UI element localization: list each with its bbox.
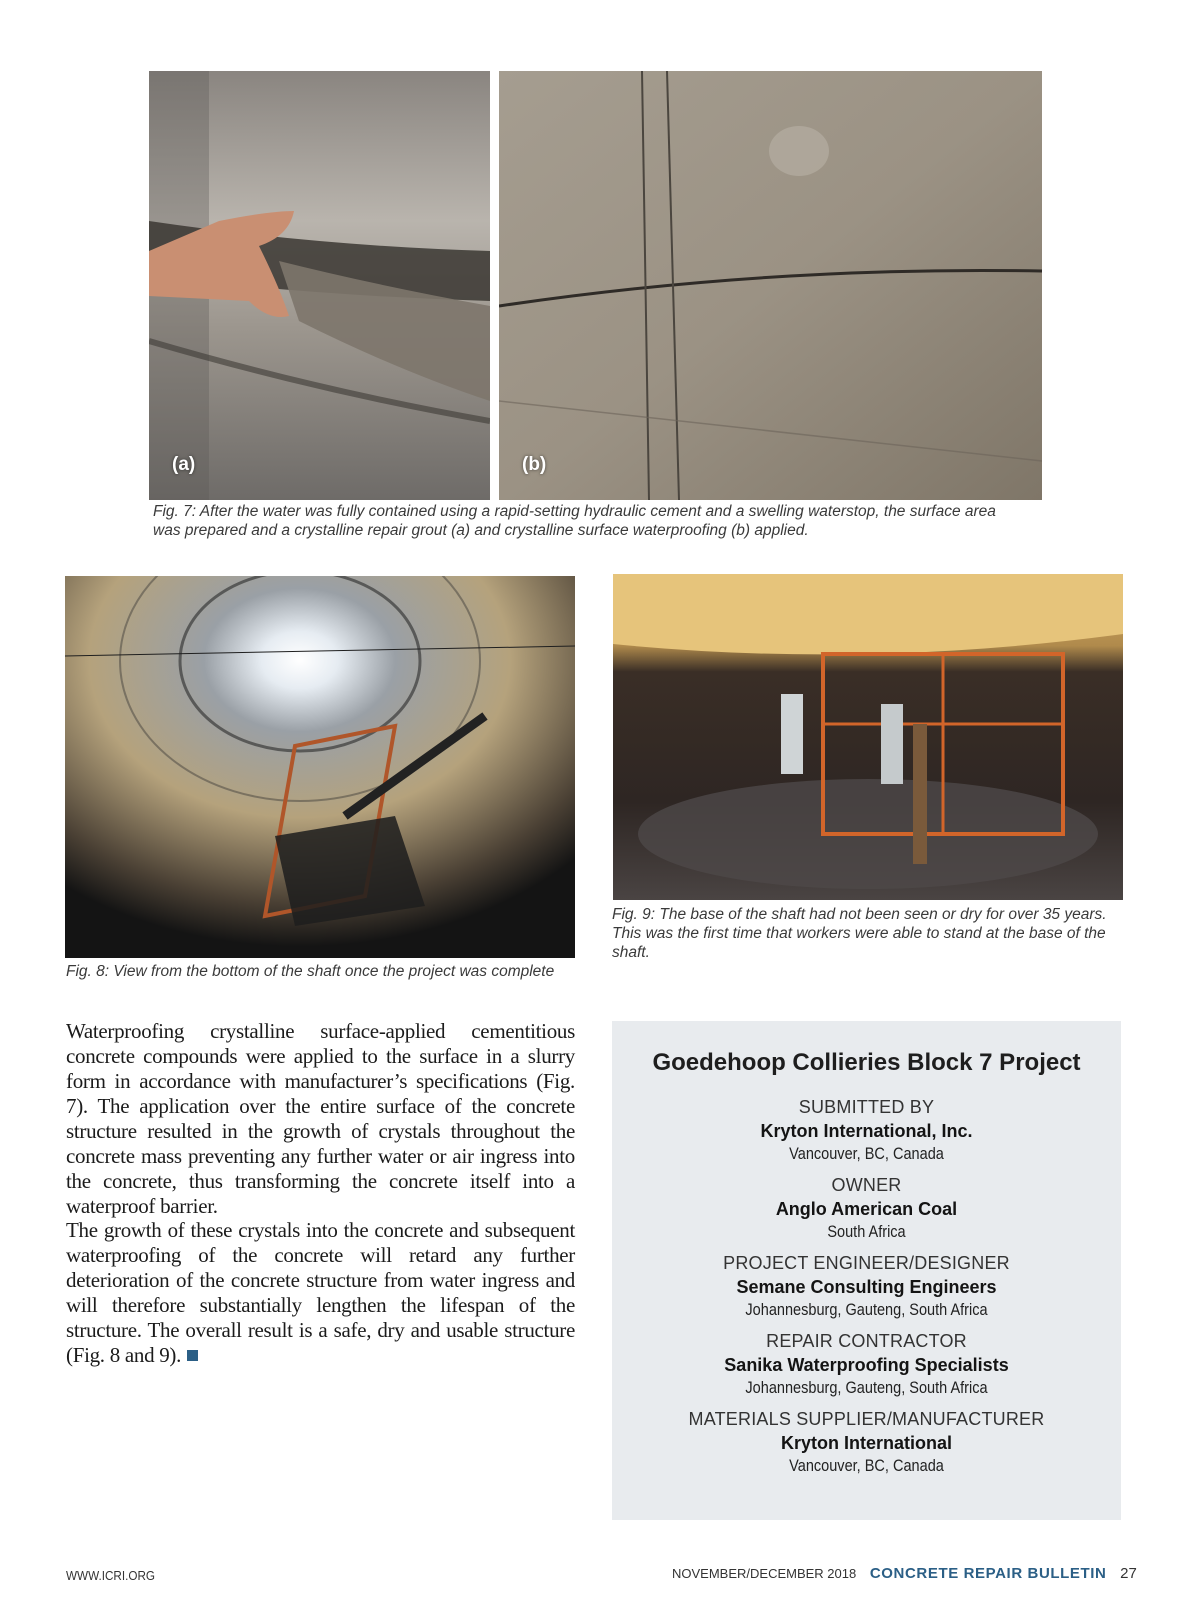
credit-repair-contractor xyxy=(612,1329,1121,1399)
fig9-photo xyxy=(613,574,1123,900)
credit-submitted-by xyxy=(612,1095,1121,1165)
body-paragraph-1: Waterproofing crystalline surface-applied cementitious concrete compounds were applied to the surface in a slurry form in accordance with manufacturer’s specifications (Fig. 7). The application over the entire surface of the concrete structure resulted in the growth of crystals throughout the concrete mass preventing any further water or air ingress into the concrete, thus transforming the concrete itself into a waterproof barrier. xyxy=(66,1019,575,1218)
credit-name: Semane Consulting Engineers xyxy=(736,1277,997,1297)
credit-role: SUBMITTED BY xyxy=(798,1097,935,1117)
fig8-photo xyxy=(65,576,575,958)
footer-issue-date: NOVEMBER/DECEMBER 2018 xyxy=(672,1566,857,1581)
footer-page-number: 27 xyxy=(1120,1565,1137,1582)
footer-website[interactable]: WWW.ICRI.ORG xyxy=(66,1568,156,1583)
credit-name: Kryton International, Inc. xyxy=(760,1121,973,1141)
fig9-caption-line3: shaft. xyxy=(612,944,650,961)
fig9-caption-line2: This was the first time that workers were able to stand at the base of the xyxy=(612,925,1106,942)
credit-role: MATERIALS SUPPLIER/MANUFACTURER xyxy=(688,1409,1045,1429)
credit-location: Vancouver, BC, Canada xyxy=(789,1457,944,1475)
credit-name: Anglo American Coal xyxy=(775,1199,958,1219)
fig8-caption: Fig. 8: View from the bottom of the shaft once the project was complete xyxy=(66,963,555,980)
credit-location: South Africa xyxy=(827,1223,906,1241)
credit-name: Sanika Waterproofing Specialists xyxy=(724,1355,1009,1375)
fig7a-photo xyxy=(149,71,490,500)
footer-issue-info xyxy=(672,1565,1137,1582)
footer-publication-name: CONCRETE REPAIR BULLETIN xyxy=(869,1565,1107,1582)
fig7-caption xyxy=(153,502,1043,540)
body-paragraph-2 xyxy=(66,1218,575,1368)
fig7b-label: (b) xyxy=(522,454,547,475)
fig7-caption-line2: was prepared and a crystalline repair grout (a) and crystalline surface waterproofing (b) applied. xyxy=(153,522,809,539)
credit-location: Johannesburg, Gauteng, South Africa xyxy=(745,1301,988,1319)
credit-role: OWNER xyxy=(831,1175,902,1195)
project-credits-sidebar xyxy=(612,1021,1121,1520)
credit-materials-supplier xyxy=(612,1407,1121,1477)
body-paragraph-2-text: The growth of these crystals into the concrete and subsequent waterproofing of the concrete will retard any further deterioration of the concrete structure from water ingress and will therefore substantially lengthen the lifespan of the structure. The overall result is a safe, dry and usable structure (Fig. 8 and 9). xyxy=(66,1218,575,1367)
fig9-caption-line1: Fig. 9: The base of the shaft had not been seen or dry for over 35 years. xyxy=(612,906,1107,923)
fig9-caption xyxy=(612,905,1132,962)
credit-location: Johannesburg, Gauteng, South Africa xyxy=(745,1379,988,1397)
credit-role: PROJECT ENGINEER/DESIGNER xyxy=(723,1253,1010,1273)
fig7b-photo xyxy=(499,71,1042,500)
credit-name: Kryton International xyxy=(780,1433,952,1453)
end-of-article-mark xyxy=(187,1350,198,1361)
fig7a-label: (a) xyxy=(172,454,196,475)
fig7-caption-line1: Fig. 7: After the water was fully contained using a rapid-setting hydraulic cement and a swelling waterstop, the surface area xyxy=(153,503,996,520)
credit-location: Vancouver, BC, Canada xyxy=(789,1145,944,1163)
credit-role: REPAIR CONTRACTOR xyxy=(766,1331,967,1351)
sidebar-title: Goedehoop Collieries Block 7 Project xyxy=(652,1049,1081,1076)
credit-owner xyxy=(612,1173,1121,1243)
credit-project-engineer xyxy=(612,1251,1121,1321)
